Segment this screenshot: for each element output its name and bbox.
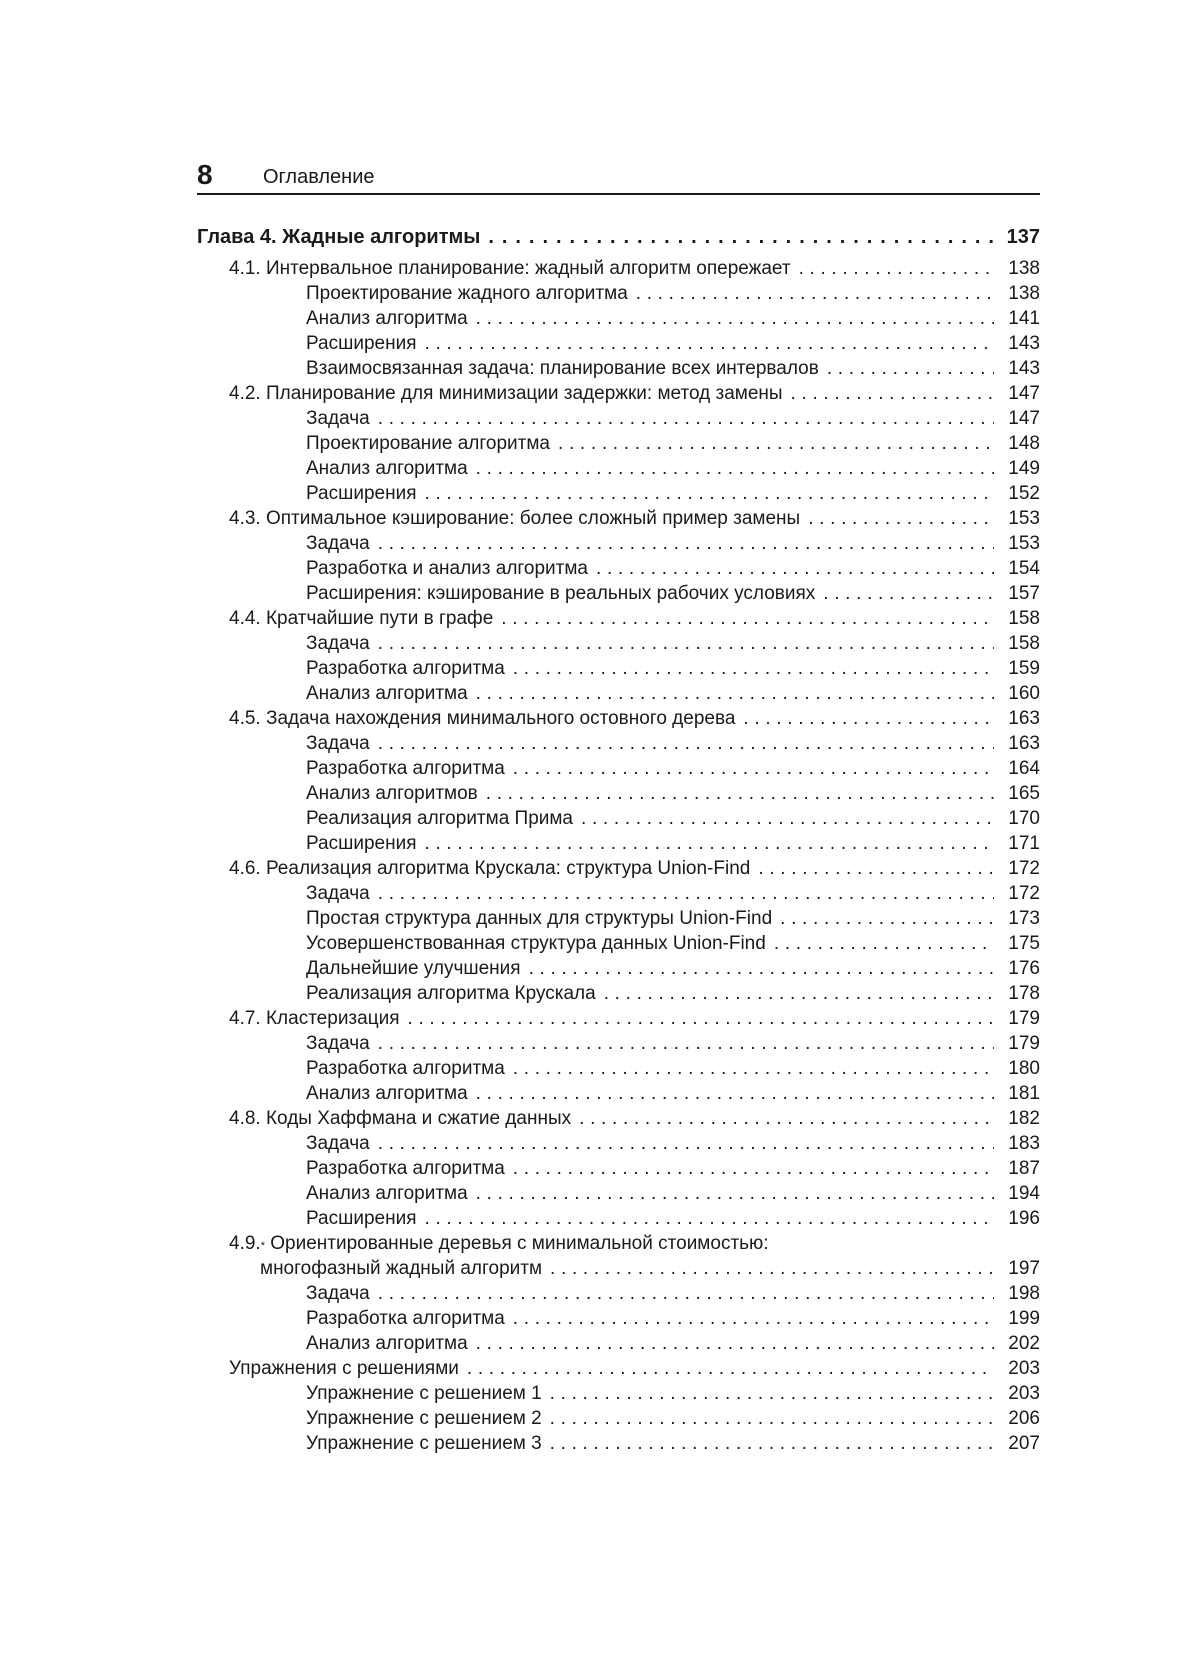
toc-entry-page: 175: [1008, 933, 1040, 954]
toc-entry-title: многофазный жадный алгоритм: [260, 1258, 543, 1279]
toc-entry-title: 4.6. Реализация алгоритма Крускала: структура Union-Find: [229, 858, 751, 879]
toc-entry-title: Разработка алгоритма: [306, 1158, 505, 1179]
toc-entry-title: Задача: [306, 733, 370, 754]
toc-subsection-entry[interactable]: [197, 1381, 1040, 1406]
toc-section-entry[interactable]: [197, 1106, 1040, 1131]
toc-entry-title: Глава 4. Жадные алгоритмы: [197, 226, 481, 248]
toc-entry-title: 4.1. Интервальное планирование: жадный алгоритм опережает: [229, 258, 791, 279]
toc-entry-title: Задача: [306, 533, 370, 554]
toc-subsection-entry[interactable]: [197, 581, 1040, 606]
dot-leader: [827, 356, 994, 381]
toc-subsection-entry[interactable]: [197, 1306, 1040, 1331]
toc-entry-title: Задача: [306, 1283, 370, 1304]
dot-leader: [476, 1181, 994, 1206]
toc-entry-page: 143: [1008, 333, 1040, 354]
toc-subsection-entry[interactable]: [197, 431, 1040, 456]
toc-subsection-entry[interactable]: [197, 1056, 1040, 1081]
header-rule: [197, 193, 1040, 195]
dot-leader: [604, 981, 994, 1006]
toc-entry-page: 198: [1008, 1283, 1040, 1304]
toc-subsection-entry[interactable]: [197, 731, 1040, 756]
toc-entry-title: Реализация алгоритма Крускала: [306, 983, 596, 1004]
toc-entry-title: 4.3. Оптимальное кэширование: более сложный пример замены: [229, 508, 801, 529]
toc-entry-page: 179: [1008, 1033, 1040, 1054]
toc-subsection-entry[interactable]: [197, 306, 1040, 331]
dot-leader: [378, 631, 994, 656]
dot-leader: [488, 222, 994, 252]
toc-entry-title: Задача: [306, 1133, 370, 1154]
toc-entry-page: 207: [1008, 1433, 1040, 1454]
dot-leader: [486, 781, 994, 806]
toc-entry-page: 157: [1008, 583, 1040, 604]
toc-entry-title: Анализ алгоритма: [306, 1083, 468, 1104]
toc-entry-title: Проектирование жадного алгоритма: [306, 283, 628, 304]
toc-entry-title: Разработка алгоритма: [306, 658, 505, 679]
toc-entry-title: 4.7. Кластеризация: [229, 1008, 400, 1029]
toc-entry-page: 147: [1008, 408, 1040, 429]
toc-subsection-entry[interactable]: [197, 1156, 1040, 1181]
toc-entry-title: Задача: [306, 1033, 370, 1054]
toc-entry-title: Упражнение с решением 2: [306, 1408, 542, 1429]
toc-entry-page: 197: [1008, 1258, 1040, 1279]
dot-leader: [791, 381, 994, 406]
toc-subsection-entry[interactable]: [197, 1131, 1040, 1156]
toc-entry-title: 4.8. Коды Хаффмана и сжатие данных: [229, 1108, 572, 1129]
toc-entry-title: Расширения: [306, 833, 417, 854]
toc-entry-title: Разработка алгоритма: [306, 1058, 505, 1079]
toc-entry-page: 199: [1008, 1308, 1040, 1329]
toc-entry-page: 176: [1008, 958, 1040, 979]
dot-leader: [425, 331, 995, 356]
toc-entry-page: 180: [1008, 1058, 1040, 1079]
dot-leader: [378, 1131, 994, 1156]
dot-leader: [378, 531, 994, 556]
toc-entry-page: 173: [1008, 908, 1040, 929]
dot-leader: [467, 1356, 994, 1381]
toc-entry-title: 4.2. Планирование для минимизации задержки: метод замены: [229, 383, 783, 404]
toc-section-entry[interactable]: [197, 606, 1040, 631]
toc-entry-title: Расширения: [306, 333, 417, 354]
toc-entry-page: 158: [1008, 608, 1040, 629]
toc-entry-title: Разработка и анализ алгоритма: [306, 558, 589, 579]
dot-leader: [581, 806, 994, 831]
dot-leader: [529, 956, 994, 981]
dot-leader: [743, 706, 994, 731]
dot-leader: [636, 281, 994, 306]
dot-leader: [378, 1031, 994, 1056]
toc-entry-page: 143: [1008, 358, 1040, 379]
dot-leader: [476, 681, 994, 706]
dot-leader: [780, 906, 994, 931]
toc-subsection-entry[interactable]: [197, 331, 1040, 356]
toc-entry-page: 148: [1008, 433, 1040, 454]
asterisk-mark: *: [260, 1240, 265, 1252]
toc-entry-page: 158: [1008, 633, 1040, 654]
toc-entry-title: Анализ алгоритмов: [306, 783, 478, 804]
toc-entry-page: 154: [1008, 558, 1040, 579]
toc-entry-page: 163: [1008, 733, 1040, 754]
toc-entry-page: 160: [1008, 683, 1040, 704]
toc-section-entry[interactable]: [197, 506, 1040, 531]
toc-subsection-entry[interactable]: [197, 1206, 1040, 1231]
toc-entry-page: 172: [1008, 858, 1040, 879]
toc-entry-page: 187: [1008, 1158, 1040, 1179]
toc-entry-page: 202: [1008, 1333, 1040, 1354]
toc-subsection-entry[interactable]: [197, 1181, 1040, 1206]
toc-entry-title: 4.4. Кратчайшие пути в графе: [229, 608, 494, 629]
dot-leader: [808, 506, 994, 531]
toc-entry-title: Упражнения с решениями: [229, 1358, 459, 1379]
toc-subsection-entry[interactable]: [197, 931, 1040, 956]
toc-entry-title: Анализ алгоритма: [306, 1183, 468, 1204]
dot-leader: [476, 456, 994, 481]
dot-leader: [579, 1106, 994, 1131]
dot-leader: [596, 556, 994, 581]
toc-subsection-entry[interactable]: [197, 981, 1040, 1006]
dot-leader: [774, 931, 994, 956]
toc-subsection-entry[interactable]: [197, 481, 1040, 506]
toc-subsection-entry[interactable]: [197, 1281, 1040, 1306]
toc-subsection-entry[interactable]: [197, 281, 1040, 306]
toc-subsection-entry[interactable]: [197, 656, 1040, 681]
toc-entry-page: 159: [1008, 658, 1040, 679]
toc-entry-title: Задача: [306, 633, 370, 654]
toc-entry-page: 153: [1008, 533, 1040, 554]
toc-section-entry[interactable]: [197, 1356, 1040, 1381]
toc-entry-title: Дальнейшие улучшения: [306, 958, 521, 979]
toc-entry-title: Упражнение с решением 1: [306, 1383, 542, 1404]
toc-entry-page: 196: [1008, 1208, 1040, 1229]
toc-entry-title: Взаимосвязанная задача: планирование всех интервалов: [306, 358, 819, 379]
dot-leader: [408, 1006, 995, 1031]
toc-entry-title: Ориентированные деревья с минимальной стоимостью:: [264, 1233, 769, 1254]
toc-entry-page: 179: [1008, 1008, 1040, 1029]
toc-subsection-entry[interactable]: [197, 806, 1040, 831]
dot-leader: [425, 1206, 995, 1231]
toc-entry-page: 153: [1008, 508, 1040, 529]
toc-entry-page: 138: [1008, 258, 1040, 279]
toc-section-entry[interactable]: [197, 706, 1040, 731]
toc-section-entry[interactable]: [197, 256, 1040, 281]
toc-entry-page: 163: [1008, 708, 1040, 729]
dot-leader: [513, 756, 994, 781]
toc-section-entry-continuation[interactable]: [197, 1256, 1040, 1281]
toc-entry-page: 164: [1008, 758, 1040, 779]
toc-subsection-entry[interactable]: [197, 1081, 1040, 1106]
dot-leader: [513, 1306, 994, 1331]
toc-entry-page: 171: [1008, 833, 1040, 854]
toc-entry-page: 165: [1008, 783, 1040, 804]
toc-subsection-entry[interactable]: [197, 531, 1040, 556]
table-of-contents: [197, 222, 1040, 1456]
toc-entry-title: Разработка алгоритма: [306, 758, 505, 779]
running-title: Оглавление: [263, 166, 375, 188]
toc-section-entry[interactable]: [197, 856, 1040, 881]
toc-entry-page: 206: [1008, 1408, 1040, 1429]
toc-entry-page: 138: [1008, 283, 1040, 304]
toc-entry-title: Анализ алгоритма: [306, 1333, 468, 1354]
toc-subsection-entry[interactable]: [197, 356, 1040, 381]
toc-entry-title: Задача: [306, 883, 370, 904]
toc-entry-page: 183: [1008, 1133, 1040, 1154]
page-number: 8: [197, 159, 213, 190]
toc-entry-title: Упражнение с решением 3: [306, 1433, 542, 1454]
toc-entry-title: Разработка алгоритма: [306, 1308, 505, 1329]
toc-entry-title: Усовершенствованная структура данных Union-Find: [306, 933, 766, 954]
toc-section-entry[interactable]: [197, 381, 1040, 406]
toc-subsection-entry[interactable]: [197, 1431, 1040, 1456]
dot-leader: [476, 1331, 994, 1356]
toc-entry-page: 203: [1008, 1358, 1040, 1379]
dot-leader: [558, 431, 994, 456]
toc-entry-title: Простая структура данных для структуры Union-Find: [306, 908, 773, 929]
dot-leader: [476, 306, 994, 331]
toc-subsection-entry[interactable]: [197, 406, 1040, 431]
toc-subsection-entry[interactable]: [197, 1406, 1040, 1431]
toc-subsection-entry[interactable]: [197, 906, 1040, 931]
toc-subsection-entry[interactable]: [197, 556, 1040, 581]
dot-leader: [550, 1431, 994, 1456]
dot-leader: [799, 256, 994, 281]
toc-entry-title: Реализация алгоритма Прима: [306, 808, 574, 829]
toc-entry-page: 172: [1008, 883, 1040, 904]
toc-subsection-entry[interactable]: [197, 831, 1040, 856]
dot-leader: [425, 481, 995, 506]
toc-entry-title: 4.5. Задача нахождения минимального остовного дерева: [229, 708, 736, 729]
dot-leader: [378, 881, 994, 906]
toc-entry-title: Расширения: кэширование в реальных рабочих условиях: [306, 583, 816, 604]
toc-entry-page: 152: [1008, 483, 1040, 504]
toc-entry-page: 170: [1008, 808, 1040, 829]
toc-entry-page: 137: [1006, 226, 1040, 248]
toc-entry-list: [197, 256, 1040, 1456]
toc-subsection-entry[interactable]: [197, 681, 1040, 706]
toc-entry-page: 194: [1008, 1183, 1040, 1204]
toc-entry-page: 182: [1008, 1108, 1040, 1129]
toc-entry-title: Расширения: [306, 1208, 417, 1229]
dot-leader: [758, 856, 994, 881]
dot-leader: [513, 1156, 994, 1181]
dot-leader: [501, 606, 994, 631]
dot-leader: [550, 1256, 994, 1281]
toc-subsection-entry[interactable]: [197, 1031, 1040, 1056]
dot-leader: [425, 831, 995, 856]
toc-subsection-entry[interactable]: [197, 881, 1040, 906]
toc-section-entry[interactable]: [197, 1231, 1040, 1256]
toc-subsection-entry[interactable]: [197, 781, 1040, 806]
toc-subsection-entry[interactable]: [197, 956, 1040, 981]
toc-subsection-entry[interactable]: [197, 631, 1040, 656]
dot-leader: [550, 1406, 994, 1431]
toc-subsection-entry[interactable]: [197, 1331, 1040, 1356]
dot-leader: [550, 1381, 994, 1406]
dot-leader: [378, 731, 994, 756]
toc-entry-page: 203: [1008, 1383, 1040, 1404]
dot-leader: [823, 581, 994, 606]
toc-entry-title: Анализ алгоритма: [306, 683, 468, 704]
toc-section-entry[interactable]: [197, 1006, 1040, 1031]
dot-leader: [476, 1081, 994, 1106]
toc-entry-page: 149: [1008, 458, 1040, 479]
toc-entry-title: Расширения: [306, 483, 417, 504]
toc-subsection-entry[interactable]: [197, 456, 1040, 481]
toc-chapter-entry[interactable]: [197, 222, 1040, 256]
toc-entry-title: Анализ алгоритма: [306, 308, 468, 329]
dot-leader: [378, 406, 994, 431]
toc-entry-page: 178: [1008, 983, 1040, 1004]
toc-entry-page: 181: [1008, 1083, 1040, 1104]
toc-subsection-entry[interactable]: [197, 756, 1040, 781]
toc-entry-page: 147: [1008, 383, 1040, 404]
dot-leader: [513, 1056, 994, 1081]
toc-entry-title: Задача: [306, 408, 370, 429]
toc-entry-page: 141: [1008, 308, 1040, 329]
dot-leader: [513, 656, 994, 681]
toc-entry-title: Анализ алгоритма: [306, 458, 468, 479]
toc-section-number: 4.9.: [229, 1233, 261, 1254]
toc-entry-title: Проектирование алгоритма: [306, 433, 550, 454]
dot-leader: [378, 1281, 994, 1306]
